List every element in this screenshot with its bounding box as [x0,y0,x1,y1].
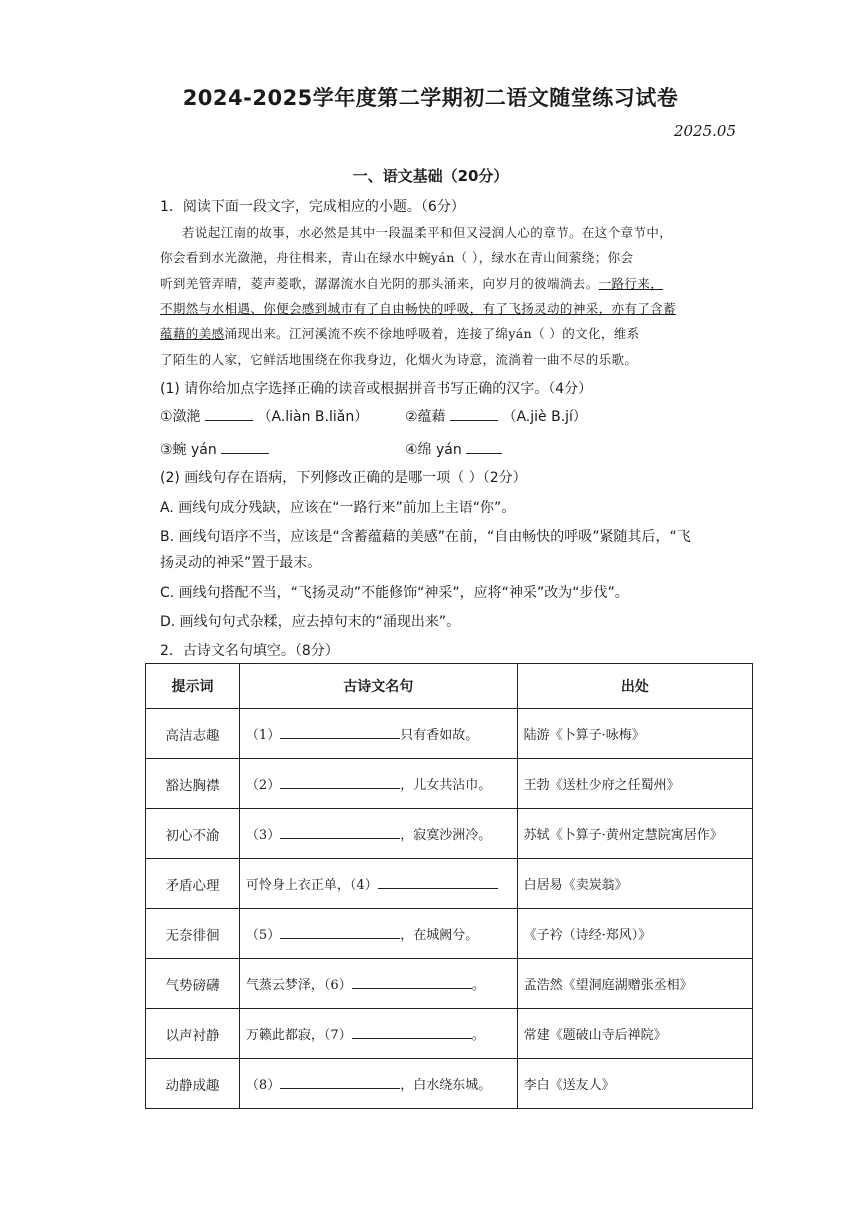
row-keyword: 以声衬静 [146,1009,240,1059]
passage-line-2: 你会看到水光潋滟，舟往楫来，青山在绿水中蜿yán（ ），绿水在青山间萦绕；你会 [160,250,634,265]
row-verse [239,709,517,759]
row-verse [239,909,517,959]
sub1-item-a-word: ①潋滟 [160,409,201,425]
verse-answer-blank[interactable] [280,926,400,939]
passage-line-1: 若说起江南的故事，水必然是其中一段温柔平和但又浸润人心的章节。在这个章节中， [182,225,673,240]
row-verse [239,809,517,859]
answer-blank[interactable] [466,440,502,454]
verse-answer-blank[interactable] [352,1026,472,1039]
table-row [146,759,753,809]
sub-question-2: (2) 画线句存在语病，下列修改正确的是哪一项（ ）（2分） [160,470,527,486]
option-a: A. 画线句成分残缺，应该在“一路行来”前加上主语“你”。 [160,500,516,516]
verse-prefix: 气蒸云梦泽，（6） [245,978,352,993]
row-verse [239,959,517,1009]
row-verse [239,859,517,909]
option-b-continued: 扬灵动的神采”置于最末。 [160,555,322,571]
row-keyword: 豁达胸襟 [146,759,240,809]
underlined-text: 有了飞扬灵动的神采，亦有了含蓄 [482,301,677,316]
table-row [146,1059,753,1109]
row-source: 李白《送友人》 [517,1059,752,1109]
sub1-item-a [160,406,368,426]
passage-line-3 [160,274,663,292]
sub1-item-c-word: ③蜿 yán [160,442,217,458]
verse-prefix: （8） [245,1078,281,1093]
verse-prefix: （1） [245,728,281,743]
answer-blank[interactable] [450,407,498,421]
sub1-item-b-word: ②蕴藉 [405,409,446,425]
passage-text: 涌现出来。江河溪流不疾不徐地呼吸着，连接了绵yán（ ）的文化，维系 [224,326,640,341]
row-keyword: 矛盾心理 [146,859,240,909]
table-row [146,959,753,1009]
verse-suffix: 。 [471,1028,485,1043]
table-row [146,909,753,959]
table-header-row [146,664,753,709]
passage-line-5 [160,324,640,342]
table-row [146,1009,753,1059]
option-b: B. 画线句语序不当，应该是“含蓄蕴藉的美感”在前，“自由畅快的呼吸”紧随其后，“飞 [160,529,691,545]
verse-answer-blank[interactable] [280,776,400,789]
answer-blank[interactable] [221,440,269,454]
verse-answer-blank[interactable] [280,826,400,839]
table-row [146,709,753,759]
verse-prefix: （3） [245,828,281,843]
verse-suffix: 只有香如故。 [400,728,479,743]
row-verse [239,759,517,809]
question-1-prompt: 1．阅读下面一段文字，完成相应的小题。（6分） [160,199,465,215]
row-source: 白居易《卖炭翁》 [517,859,752,909]
row-verse [239,1059,517,1109]
poetry-table [145,663,753,1109]
header-source: 出处 [517,664,752,709]
verse-suffix: ，白水绕东城。 [400,1078,492,1093]
row-keyword: 动静成趣 [146,1059,240,1109]
verse-answer-blank[interactable] [280,1076,400,1089]
sub1-item-b [405,406,587,426]
verse-suffix: ，儿女共沾巾。 [400,778,492,793]
underlined-text: 不期然与水相遇、你便会感到城市有了自由畅快的呼吸， [160,301,483,316]
verse-prefix: 可怜身上衣正单，（4） [245,878,378,893]
sub1-item-b-options: （A.jiè B.jí） [502,409,587,425]
verse-prefix: 万籁此都寂，（7） [245,1028,352,1043]
row-source: 陆游《卜算子·咏梅》 [517,709,752,759]
sub1-item-a-options: （A.liàn B.liǎn） [257,409,369,425]
row-source: 《子衿（诗经·郑风）》 [517,909,752,959]
row-source: 孟浩然《望洞庭湖赠张丞相》 [517,959,752,1009]
passage-line-3-text: 听到羌管弄晴，菱声菱歌，潺潺流水自光阴的那头涌来，向岁月的彼端淌去。 [160,276,599,291]
row-verse [239,1009,517,1059]
section-heading: 一、语文基础（20分） [352,167,509,185]
answer-blank[interactable] [205,407,253,421]
verse-answer-blank[interactable] [378,876,498,889]
underlined-text: 蕴藉的美感 [160,326,225,341]
sub1-item-d [405,439,502,459]
verse-suffix: ，在城阙兮。 [400,928,479,943]
row-keyword: 初心不渝 [146,809,240,859]
row-keyword: 高洁志趣 [146,709,240,759]
header-keyword: 提示词 [146,664,240,709]
table-row [146,809,753,859]
verse-prefix: （5） [245,928,281,943]
passage-line-4 [160,299,676,317]
verse-answer-blank[interactable] [280,726,400,739]
question-2-prompt: 2．古诗文名句填空。（8分） [160,643,339,659]
row-source: 苏轼《卜算子·黄州定慧院寓居作》 [517,809,752,859]
row-keyword: 无奈徘徊 [146,909,240,959]
verse-answer-blank[interactable] [352,976,472,989]
table-row [146,859,753,909]
sub1-item-c [160,439,269,459]
exam-date: 2025.05 [673,122,736,140]
sub-question-1: (1) 请你给加点字选择正确的读音或根据拼音书写正确的汉字。（4分） [160,381,593,397]
verse-prefix: （2） [245,778,281,793]
verse-suffix: 。 [471,978,485,993]
page-title: 2024-2025学年度第二学期初二语文随堂练习试卷 [182,86,679,110]
underlined-sentence-start: 一路行来， [598,276,664,291]
option-c: C. 画线句搭配不当，“飞扬灵动”不能修饰“神采”，应将“神采”改为“步伐”。 [160,585,629,601]
row-keyword: 气势磅礴 [146,959,240,1009]
option-d: D. 画线句句式杂糅，应去掉句末的“涌现出来”。 [160,614,461,630]
row-source: 常建《题破山寺后禅院》 [517,1009,752,1059]
passage-line-6: 了陌生的人家，它鲜活地围绕在你我身边，化烟火为诗意，流淌着一曲不尽的乐歌。 [160,352,638,367]
row-source: 王勃《送杜少府之任蜀州》 [517,759,752,809]
header-verse: 古诗文名句 [239,664,517,709]
sub1-item-d-word: ④绵 yán [405,442,462,458]
verse-suffix: ，寂寞沙洲冷。 [400,828,492,843]
